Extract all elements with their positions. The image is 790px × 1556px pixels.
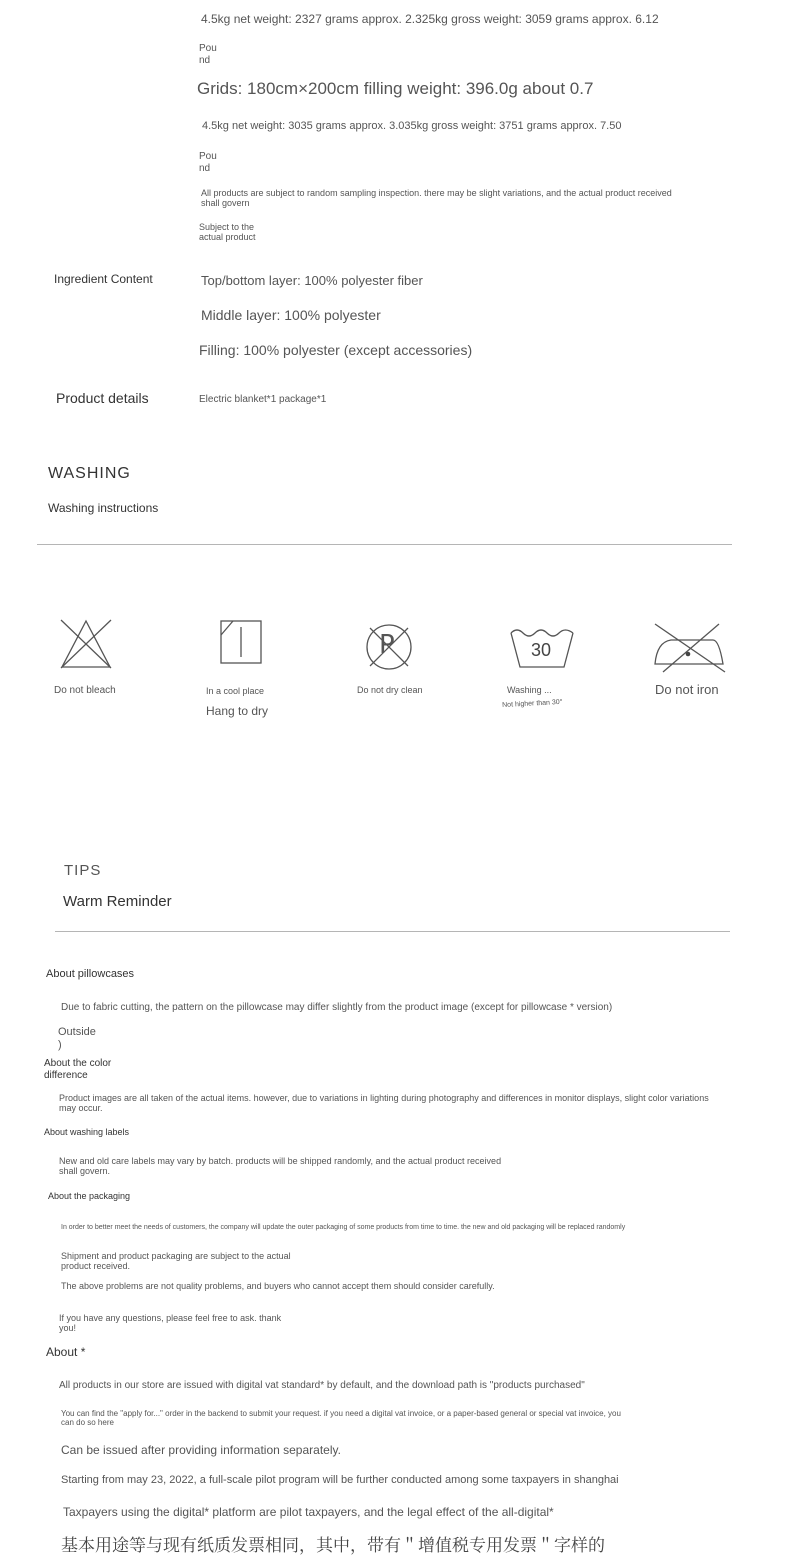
ingredient-line-3: Filling: 100% polyester (except accessories) bbox=[199, 342, 473, 358]
no-dry-clean-label: Do not dry clean bbox=[357, 685, 423, 695]
wash-30-glyph: 30 bbox=[531, 640, 552, 660]
no-dry-clean-glyph: P bbox=[379, 630, 395, 660]
color-text: Product images are all taken of the actual items. however, due to variations in lighting during photography and differences in monitor displays, slight color variations may occur. bbox=[59, 1093, 709, 1113]
about-heading: About * bbox=[46, 1345, 86, 1359]
washing-title: WASHING bbox=[48, 465, 131, 482]
washing-subtitle: Washing instructions bbox=[48, 501, 159, 515]
invoice-text-1: All products in our store are issued with digital vat standard* by default, and the download path is "products purchased" bbox=[59, 1380, 585, 1391]
washing-divider bbox=[37, 544, 732, 545]
details-label: Product details bbox=[56, 390, 149, 406]
shipment-text: Shipment and product packaging are subject to the actual product received. bbox=[61, 1251, 291, 1271]
questions-text: If you have any questions, please feel free to ask. thank you! bbox=[59, 1313, 282, 1333]
tips-subtitle: Warm Reminder bbox=[63, 893, 172, 910]
color-heading-b: difference bbox=[44, 1070, 88, 1081]
ingredient-line-1: Top/bottom layer: 100% polyester fiber bbox=[201, 273, 423, 288]
label-text: New and old care labels may vary by batch. products will be shipped randomly, and the actual product received shall govern. bbox=[59, 1156, 502, 1176]
quality-text: The above problems are not quality problems, and buyers who cannot accept them should consider carefully. bbox=[61, 1281, 495, 1291]
wash-30-label: Washing ... bbox=[507, 685, 552, 695]
ingredient-line-2: Middle layer: 100% polyester bbox=[201, 307, 381, 323]
outside-paren: ) bbox=[58, 1039, 62, 1051]
tips-divider bbox=[55, 931, 730, 932]
no-iron-icon bbox=[653, 622, 727, 674]
hang-dry-label-2: Hang to dry bbox=[206, 704, 269, 718]
hang-dry-label: In a cool place bbox=[206, 686, 265, 696]
no-dry-clean-icon bbox=[364, 622, 414, 672]
spec-row2-weight: 4.5kg net weight: 3035 grams approx. 3.035kg gross weight: 3751 grams approx. 7.50 bbox=[202, 120, 622, 132]
label-heading: About washing labels bbox=[44, 1127, 130, 1137]
invoice-text-3: Can be issued after providing information separately. bbox=[61, 1443, 341, 1457]
packaging-heading: About the packaging bbox=[48, 1191, 131, 1201]
spec-sampling-note: All products are subject to random sampling inspection. there may be slight variations, and the actual product received shall govern bbox=[201, 188, 672, 208]
no-iron-label: Do not iron bbox=[655, 682, 719, 697]
spec-row1-weight: 4.5kg net weight: 2327 grams approx. 2.325kg gross weight: 3059 grams approx. 6.12 bbox=[201, 12, 659, 26]
spec-row2-grid: Grids: 180cm×200cm filling weight: 396.0g about 0.7 bbox=[197, 79, 594, 98]
spec-subject-note-b: actual product bbox=[199, 232, 256, 242]
no-bleach-icon bbox=[58, 618, 114, 670]
spec-row2-unit-b: nd bbox=[199, 163, 211, 174]
color-heading-a: About the color bbox=[44, 1058, 112, 1069]
pillow-heading: About pillowcases bbox=[46, 968, 135, 980]
invoice-text-2: You can find the "apply for..." order in the backend to submit your request. if you need a digital vat invoice, or a paper-based general or special vat invoice, you can do so here bbox=[61, 1409, 621, 1427]
invoice-text-6: 基本用途等与现有纸质发票相同，其中，带有＂增值税专用发票＂字样的 bbox=[61, 1536, 605, 1555]
hang-dry-icon bbox=[219, 619, 263, 665]
pillow-text: Due to fabric cutting, the pattern on the pillowcase may differ slightly from the product image (except for pillowcase * version) bbox=[61, 1002, 613, 1013]
spec-row1-unit-b: nd bbox=[199, 55, 211, 66]
spec-subject-note-a: Subject to the bbox=[199, 222, 255, 232]
invoice-text-5: Taxpayers using the digital* platform are pilot taxpayers, and the legal effect of the all-digital* bbox=[63, 1505, 554, 1519]
details-value: Electric blanket*1 package*1 bbox=[199, 394, 327, 405]
tips-title: TIPS bbox=[64, 862, 102, 879]
wash-30-label-2: Not higher than 30° bbox=[502, 698, 563, 709]
ingredient-label: Ingredient Content bbox=[54, 272, 153, 286]
wash-30-icon bbox=[508, 627, 576, 669]
packaging-text: In order to better meet the needs of customers, the company will update the outer packaging of some products from time to time. the new and old packaging will be replaced randomly bbox=[61, 1224, 626, 1231]
no-bleach-label: Do not bleach bbox=[54, 685, 116, 696]
outside-label: Outside bbox=[58, 1026, 96, 1038]
spec-row1-unit-a: Pou bbox=[199, 43, 217, 54]
invoice-text-4: Starting from may 23, 2022, a full-scale pilot program will be further conducted among some taxpayers in shanghai bbox=[61, 1474, 619, 1486]
spec-row2-unit-a: Pou bbox=[199, 151, 217, 162]
